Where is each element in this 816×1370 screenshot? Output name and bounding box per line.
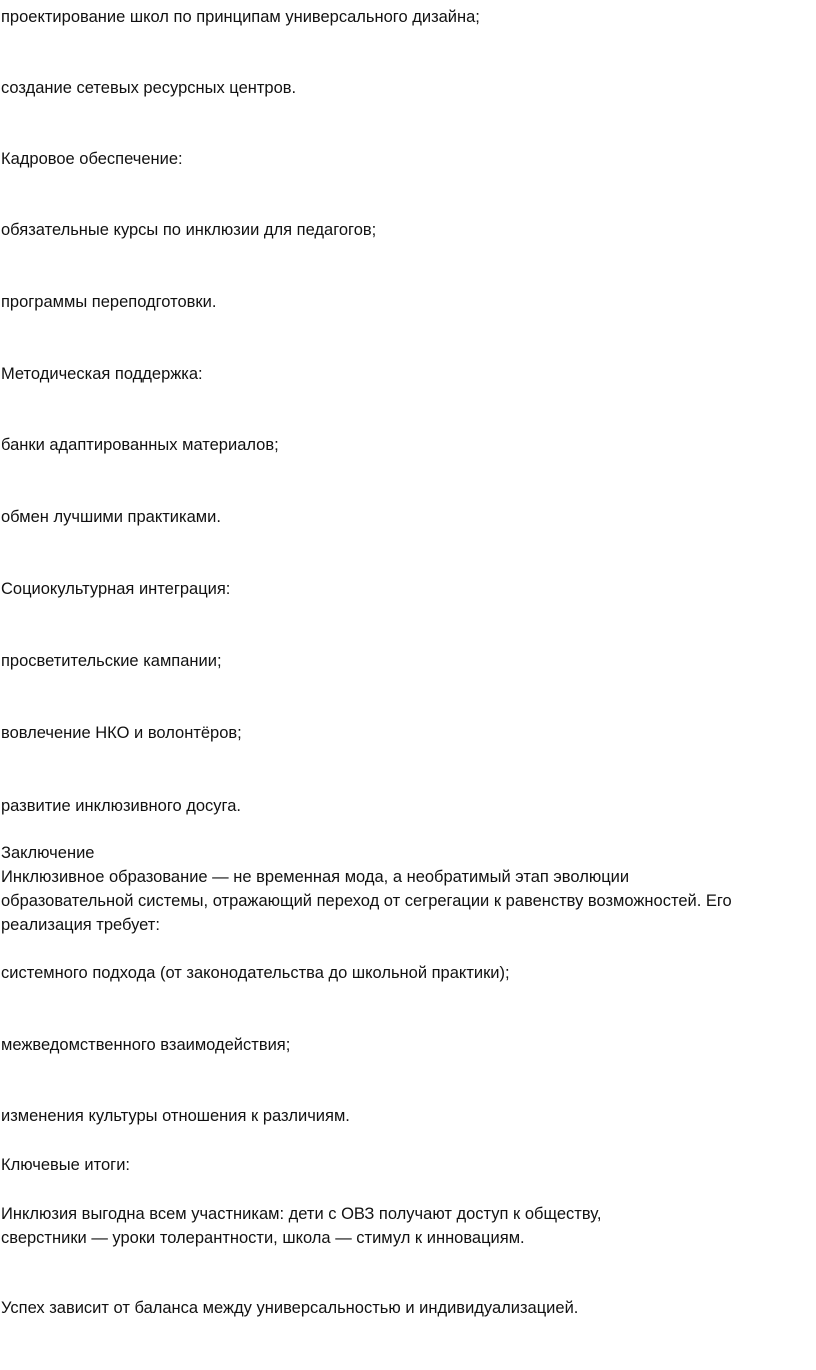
list-item: программы переподготовки. bbox=[1, 293, 217, 311]
key-result-line: Инклюзия выгодна всем участникам: дети с ОВЗ получают доступ к обществу, bbox=[1, 1205, 602, 1223]
requirement-item: системного подхода (от законодательства до школьной практики); bbox=[1, 964, 510, 982]
conclusion-text-line: Инклюзивное образование — не временная мода, а необратимый этап эволюции bbox=[1, 868, 630, 886]
requirement-item: изменения культуры отношения к различиям. bbox=[1, 1107, 350, 1125]
list-item: создание сетевых ресурсных центров. bbox=[1, 79, 297, 97]
section-heading: Кадровое обеспечение: bbox=[1, 150, 183, 168]
list-item: обмен лучшими практиками. bbox=[1, 508, 221, 526]
key-result-point bbox=[1, 1202, 601, 1250]
key-result-line: сверстники — уроки толерантности, школа — стимул к инновациям. bbox=[1, 1229, 525, 1247]
list-item: банки адаптированных материалов; bbox=[1, 436, 279, 454]
conclusion-heading: Заключение bbox=[1, 844, 95, 862]
list-item: обязательные курсы по инклюзии для педагогов; bbox=[1, 221, 377, 239]
key-result-point: Успех зависит от баланса между универсальностью и индивидуализацией. bbox=[1, 1299, 579, 1317]
requirement-item: межведомственного взаимодействия; bbox=[1, 1036, 291, 1054]
section-heading: Социокультурная интеграция: bbox=[1, 580, 231, 598]
conclusion-section bbox=[1, 841, 732, 937]
conclusion-text-line: реализация требует: bbox=[1, 916, 160, 934]
list-item: просветительские кампании; bbox=[1, 652, 222, 670]
key-results-heading: Ключевые итоги: bbox=[1, 1156, 130, 1174]
list-item: проектирование школ по принципам универсального дизайна; bbox=[1, 8, 480, 26]
list-item: развитие инклюзивного досуга. bbox=[1, 797, 241, 815]
list-item: вовлечение НКО и волонтёров; bbox=[1, 724, 242, 742]
section-heading: Методическая поддержка: bbox=[1, 365, 203, 383]
conclusion-text-line: образовательной системы, отражающий переход от сегрегации к равенству возможностей. Его bbox=[1, 892, 732, 910]
